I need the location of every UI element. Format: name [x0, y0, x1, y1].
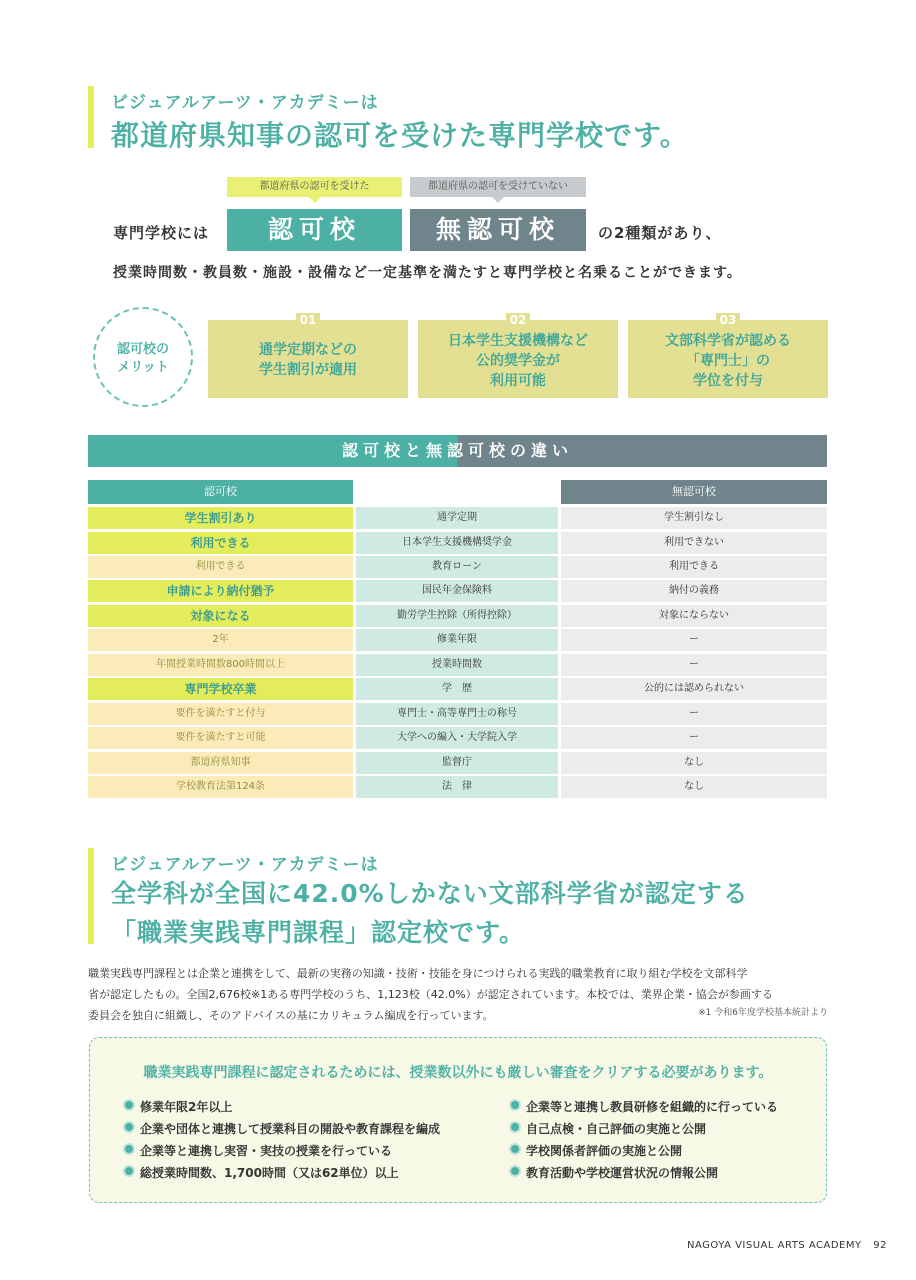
merit-number: 03: [716, 313, 741, 327]
requirement-text: 修業年限2年以上: [140, 1100, 233, 1114]
section1-accent-bar: [88, 86, 94, 148]
requirement-text: 総授業時間数、1,700時間（又は62単位）以上: [140, 1166, 399, 1180]
merit-number: 01: [296, 313, 321, 327]
merit-text-line: 日本学生支援機構など: [448, 333, 588, 349]
row-item: 国民年金保険料: [356, 580, 558, 602]
requirement-text: 企業等と連携し実習・実技の授業を行っている: [140, 1144, 393, 1158]
row-approved-value: 要件を満たすと可能: [88, 727, 353, 749]
intro-line2: 授業時間数・教員数・施設・設備など一定基準を満たすと専門学校と名乗ることができます。: [113, 265, 742, 281]
requirement-item: [509, 1164, 718, 1181]
section2-title-line1: 全学科が全国に42.0%しかない文部科学省が認定する: [111, 879, 749, 908]
section2-accent-bar: [88, 848, 94, 944]
row-approved-value: 都道府県知事: [88, 752, 353, 774]
section2-subtitle: ビジュアルアーツ・アカデミーは: [111, 855, 379, 875]
merit-text-line: 「専門士」の: [686, 353, 770, 369]
row-item: 勤労学生控除（所得控除）: [356, 605, 558, 627]
merit-circle-line2: メリット: [117, 360, 169, 375]
merit-item: [628, 313, 828, 398]
merit-circle: [93, 307, 193, 407]
requirement-item: [509, 1142, 682, 1159]
requirement-item: [509, 1120, 706, 1137]
merit-number: 02: [506, 313, 531, 327]
page-footer: [687, 1240, 887, 1251]
row-unapproved-value: なし: [561, 776, 827, 798]
row-approved-value: 要件を満たすと付与: [88, 703, 353, 725]
row-unapproved-value: ー: [561, 703, 827, 725]
row-unapproved-value: 利用できない: [561, 532, 827, 554]
academy-name: NAGOYA VISUAL ARTS ACADEMY: [687, 1240, 862, 1251]
tag-approved-label: 都道府県の認可を受けた: [259, 181, 370, 192]
row-approved-value: 利用できる: [88, 556, 353, 578]
requirements-title: 職業実践専門課程に認定されるためには、授業数以外にも厳しい審査をクリアする必要があります。: [143, 1065, 773, 1081]
row-item: 監督庁: [356, 752, 558, 774]
row-approved-value: 2年: [88, 629, 353, 651]
row-unapproved-value: なし: [561, 752, 827, 774]
intro-prefix: 専門学校には: [113, 224, 210, 242]
merit-text-line: 公的奨学金が: [476, 353, 560, 369]
row-unapproved-value: ー: [561, 629, 827, 651]
row-approved-value: 専門学校卒業: [88, 678, 353, 700]
row-approved-value: 対象になる: [88, 605, 353, 627]
bullet-icon: [123, 1143, 135, 1155]
unapproved-school-box: 無認可校: [410, 209, 586, 251]
merit-circle-line1: 認可校の: [116, 342, 169, 357]
row-item: 日本学生支援機構奨学金: [356, 532, 558, 554]
approved-school-box: 認可校: [227, 209, 402, 251]
row-item: 通学定期: [356, 507, 558, 529]
merit-text-line: 学位を付与: [693, 373, 763, 389]
tag-unapproved-label: 都道府県の認可を受けていない: [428, 181, 568, 192]
requirement-text: 企業や団体と連携して授業科目の開設や教育課程を編成: [140, 1122, 441, 1136]
merit-item: [208, 313, 408, 398]
row-item: 授業時間数: [356, 654, 558, 676]
row-approved-value: 年間授業時間数800時間以上: [88, 654, 353, 676]
merit-text-line: 文部科学省が認める: [665, 333, 791, 349]
column-header-approved: 認可校: [88, 480, 353, 504]
row-unapproved-value: 利用できる: [561, 556, 827, 578]
row-approved-value: 学校教育法第124条: [88, 776, 353, 798]
comparison-title: 認可校と無認可校の違い: [88, 435, 827, 467]
row-item: 教育ローン: [356, 556, 558, 578]
requirement-text: 自己点検・自己評価の実施と公開: [526, 1122, 707, 1136]
requirement-item: [123, 1164, 399, 1181]
row-item: 学 歴: [356, 678, 558, 700]
row-approved-value: 学生割引あり: [88, 507, 353, 529]
row-unapproved-value: ー: [561, 654, 827, 676]
row-item: 法 律: [356, 776, 558, 798]
requirement-text: 学校関係者評価の実施と公開: [526, 1144, 683, 1158]
description-line: 委員会を独自に組織し、そのアドバイスの基にカリキュラム編成を行っています。: [88, 1009, 494, 1022]
row-approved-value: 申請により納付猶予: [88, 580, 353, 602]
bullet-icon: [509, 1143, 521, 1155]
tag-approved: [227, 177, 402, 197]
bullet-icon: [509, 1121, 521, 1133]
requirements-box: [89, 1037, 827, 1203]
tag-unapproved-pointer: [492, 197, 504, 203]
row-item: 修業年限: [356, 629, 558, 651]
section2-title-line2: 「職業実践専門課程」認定校です。: [111, 918, 526, 947]
row-unapproved-value: 対象にならない: [561, 605, 827, 627]
bullet-icon: [123, 1099, 135, 1111]
merit-text-line: 利用可能: [490, 373, 546, 389]
statistics-note: ※1 令和6年度学校基本統計より: [698, 1008, 828, 1018]
merit-text-line: 通学定期などの: [259, 342, 357, 358]
bullet-icon: [509, 1165, 521, 1177]
row-unapproved-value: 学生割引なし: [561, 507, 827, 529]
bullet-icon: [509, 1099, 521, 1111]
column-header-unapproved: 無認可校: [561, 480, 827, 504]
page-number: 92: [873, 1240, 887, 1251]
row-approved-value: 利用できる: [88, 532, 353, 554]
merit-text-line: 学生割引が適用: [259, 362, 357, 378]
merit-item: [418, 313, 618, 398]
section1-title: 都道府県知事の認可を受けた専門学校です。: [111, 119, 689, 152]
description-line: 省が認定したもの。全国2,676校※1ある専門学校のうち、1,123校（42.0%）が認定されています。本校では、業界企業・協会が参画する: [88, 988, 773, 1001]
row-item: 専門士・高等専門士の称号: [356, 703, 558, 725]
bullet-icon: [123, 1165, 135, 1177]
row-unapproved-value: ー: [561, 727, 827, 749]
requirement-item: [123, 1098, 232, 1115]
description-line: 職業実践専門課程とは企業と連携をして、最新の実務の知識・技術・技能を身につけられる実践的職業教育に取り組む学校を文部科学: [88, 967, 748, 980]
requirement-text: 教育活動や学校運営状況の情報公開: [526, 1166, 719, 1180]
bullet-icon: [123, 1121, 135, 1133]
section1-subtitle: ビジュアルアーツ・アカデミーは: [111, 93, 379, 113]
requirement-text: 企業等と連携し教員研修を組織的に行っている: [526, 1100, 779, 1114]
row-unapproved-value: 公的には認められない: [561, 678, 827, 700]
intro-suffix: の2種類があり、: [598, 224, 722, 242]
requirement-item: [509, 1098, 778, 1115]
row-item: 大学への編入・大学院入学: [356, 727, 558, 749]
requirement-item: [123, 1142, 392, 1159]
row-unapproved-value: 納付の義務: [561, 580, 827, 602]
tag-unapproved: [410, 177, 586, 197]
tag-approved-pointer: [309, 197, 321, 203]
requirement-item: [123, 1120, 440, 1137]
